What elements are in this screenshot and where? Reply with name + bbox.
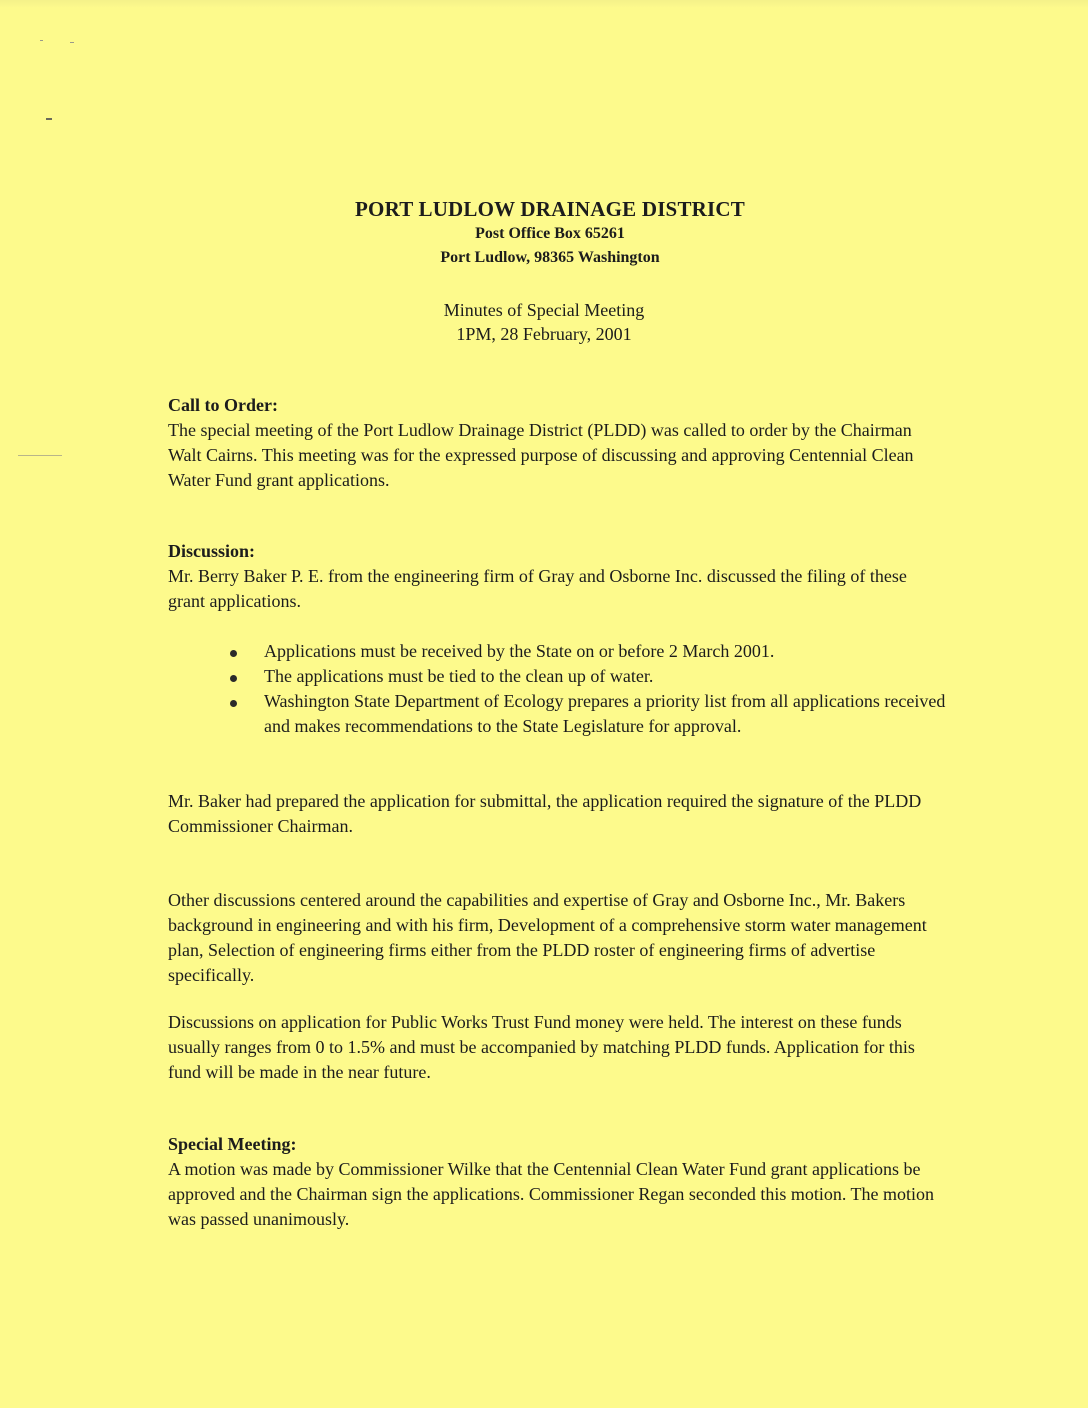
bullet-icon bbox=[230, 700, 237, 707]
special-meeting-body: A motion was made by Commissioner Wilke that the Centennial Clean Water Fund grant applications be approved and the Chairman sign the applications. Commissioner Regan seconded this motion. The motion was passed unanimously. bbox=[168, 1159, 935, 1229]
page-top-edge bbox=[0, 0, 1088, 8]
discussion-intro: Mr. Berry Baker P. E. from the engineering firm of Gray and Osborne Inc. discussed the filing of these grant applications. bbox=[168, 566, 907, 611]
special-meeting-heading: Special Meeting: bbox=[168, 1134, 297, 1154]
address-line-1: Post Office Box 65261 bbox=[475, 225, 625, 242]
bullet-icon bbox=[230, 650, 237, 657]
list-item-text: Applications must be received by the State on or before 2 March 2001. bbox=[264, 641, 775, 661]
list-item-text: The applications must be tied to the clean up of water. bbox=[264, 666, 654, 686]
scan-mark bbox=[18, 455, 62, 456]
baker-paragraph bbox=[168, 789, 948, 839]
address-line-2: Port Ludlow, 98365 Washington bbox=[440, 249, 660, 266]
scan-speck bbox=[46, 118, 52, 120]
other-discussions-paragraph bbox=[168, 888, 948, 988]
call-to-order-heading: Call to Order: bbox=[168, 395, 278, 415]
list-item bbox=[228, 639, 948, 664]
discussion-heading: Discussion: bbox=[168, 541, 256, 561]
organization-name: PORT LUDLOW DRAINAGE DISTRICT bbox=[355, 197, 745, 221]
discussion-bullet-list bbox=[228, 639, 948, 739]
letterhead bbox=[0, 196, 1088, 270]
trust-fund-text: Discussions on application for Public Works Trust Fund money were held. The interest on these funds usually ranges from 0 to 1.5% and must be accompanied by matching PLDD funds. Application for this fund will be made in the near future. bbox=[168, 1012, 915, 1082]
discussion-section bbox=[168, 539, 948, 614]
list-item bbox=[228, 664, 948, 689]
baker-paragraph-text: Mr. Baker had prepared the application for submittal, the application required the signature of the PLDD Commissioner Chairman. bbox=[168, 791, 922, 836]
other-discussions-text: Other discussions centered around the capabilities and expertise of Gray and Osborne Inc., Mr. Bakers background in engineering and with his firm, Development of a comprehensive storm water management plan, Selection of engineering firms either from the PLDD roster of engineering firms of advertise specifically. bbox=[168, 890, 927, 985]
call-to-order-section bbox=[168, 393, 948, 493]
scan-speck bbox=[40, 40, 43, 41]
call-to-order-body: The special meeting of the Port Ludlow Drainage District (PLDD) was called to order by the Chairman Walt Cairns. This meeting was for the expressed purpose of discussing and approving Centennial Clean Water Fund grant applications. bbox=[168, 420, 914, 490]
trust-fund-paragraph bbox=[168, 1010, 948, 1085]
list-item-text: Washington State Department of Ecology prepares a priority list from all applications received and makes recommendations to the State Legislature for approval. bbox=[264, 691, 946, 736]
meeting-datetime: 1PM, 28 February, 2001 bbox=[456, 324, 632, 344]
scan-speck bbox=[70, 42, 74, 43]
list-item bbox=[228, 689, 948, 739]
special-meeting-section bbox=[168, 1132, 948, 1232]
meeting-title: Minutes of Special Meeting bbox=[443, 300, 645, 320]
bullet-icon bbox=[230, 675, 237, 682]
meeting-title-block bbox=[0, 298, 1088, 346]
